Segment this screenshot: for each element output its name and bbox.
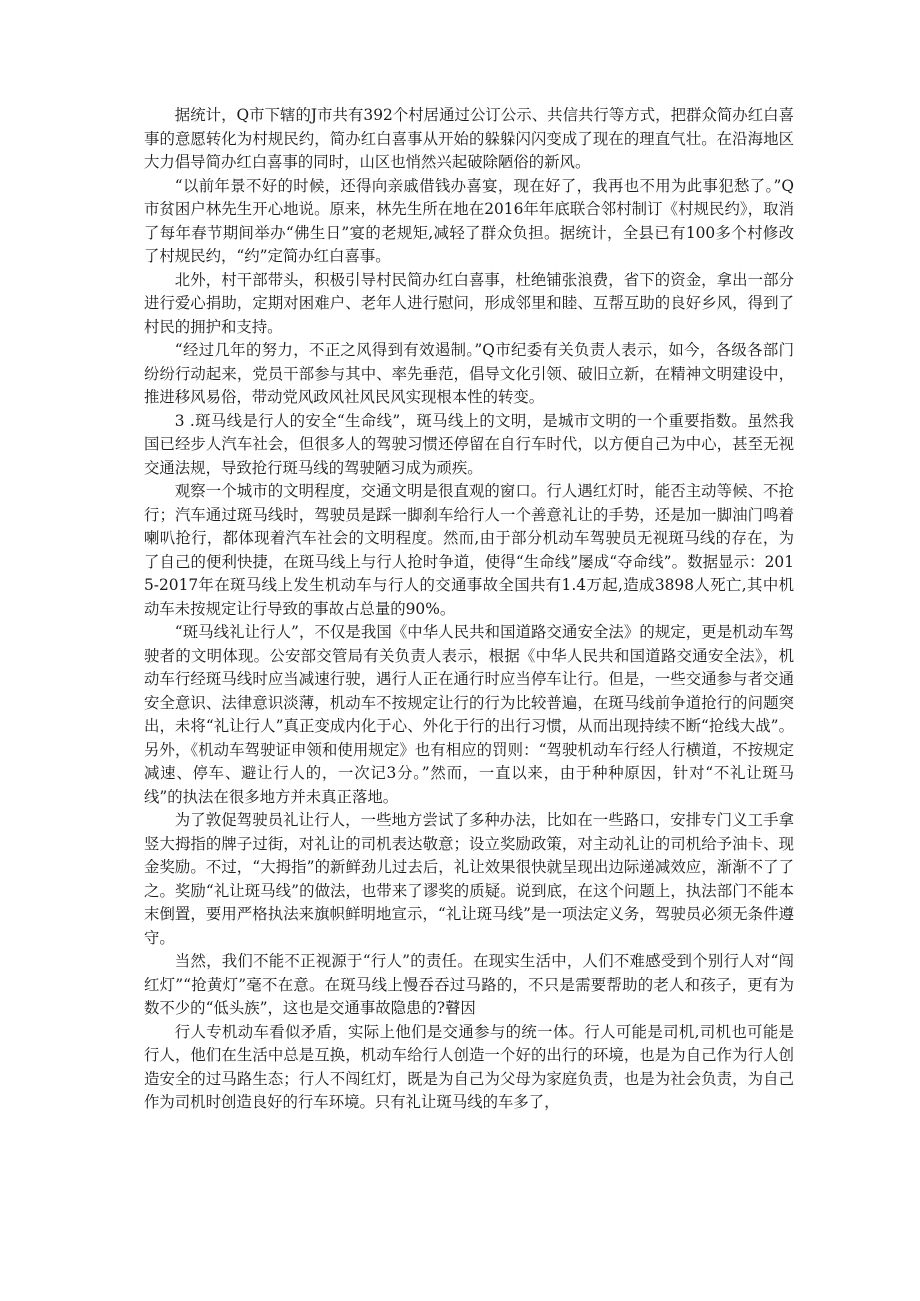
- paragraph-1: 据统计，Q市下辖的J市共有392个村居通过公订公示、共信共行等方式，把群众简办红白喜事的意愿转化为村规民约，简办红白喜事从开始的躲躲闪闪变成了现在的理直气壮。在沿海地区大力倡导简办红白喜事的同时，山区也悄然兴起破除陋俗的新风。: [144, 106, 794, 171]
- paragraph-2: “以前年景不好的时候，还得向亲戚借钱办喜宴，现在好了，我再也不用为此事犯愁了。”Q市贫困户林先生开心地说。原来，林先生所在地在2016年年底联合邻村制订《村规民约》，取消了每年春节期间举办“佛生日”宴的老规矩,减轻了群众负担。据统计，全县已有100多个村修改了村规民约，“约”定简办红白喜事。: [144, 176, 794, 265]
- document-body: [144, 104, 794, 1115]
- paragraph-4: “经过几年的努力，不正之风得到有效遏制。”Q市纪委有关负责人表示，如今，各级各部门纷纷行动起来，党员干部参与其中、率先垂范，倡导文化引领、破旧立新，在精神文明建设中，推进移风易俗，带动党风政风社风民风实现根本性的转变。: [144, 341, 794, 406]
- paragraph-10: 行人专机动车看似矛盾，实际上他们是交通参与的统一体。行人可能是司机,司机也可能是行人，他们在生活中总是互换，机动车给行人创造一个好的出行的环境，也是为自己作为行人创造安全的过马路生态；行人不闯红灯，既是为自己为父母为家庭负责，也是为社会负责，为自己作为司机时创造良好的行车环境。只有礼让斑马线的车多了，: [144, 1022, 794, 1111]
- paragraph-3: 北外，村干部带头，积极引导村民简办红白喜事，杜绝铺张浪费，省下的资金，拿出一部分进行爱心捐助，定期对困难户、老年人进行慰问，形成邻里和睦、互帮互助的良好乡风，得到了村民的拥护和支持。: [144, 270, 794, 336]
- paragraph-6: 观察一个城市的文明程度，交通文明是很直观的窗口。行人遇红灯时，能否主动等候、不抢行；汽车通过斑马线时，驾驶员是踩一脚刹车给行人一个善意礼让的手势，还是加一脚油门鸣着喇叭抢行，都体现着汽车社会的文明程度。然而,由于部分机动车驾驶员无视斑马线的存在，为了自己的便利快捷，在斑马线上与行人抢时争道，使得“生命线”屡成“夺命线”。数据显示：2015-2017年在斑马线上发生机动车与行人的交通事故全国共有1.4万起,造成3898人死亡,其中机动车未按规定让行导致的事故占总量的90%。: [144, 482, 794, 618]
- paragraph-7: “斑马线礼让行人”，不仅是我国《中华人民共和国道路交通安全法》的规定，更是机动车驾驶者的文明体现。公安部交管局有关负责人表示，根据《中华人民共和国道路交通安全法》，机动车行经斑马线时应当减速行驶，遇行人正在通行时应当停车让行。但是，一些交通参与者交通安全意识、法律意识淡薄，机动车不按规定让行的行为比较普遍，在斑马线前争道抢行的问题突出，未将“礼让行人”真正变成内化于心、外化于行的出行习惯，从而出现持续不断“抢线大战”。另外，《机动车驾驶证申领和使用规定》也有相应的罚则：“驾驶机动车行经人行横道，不按规定减速、停车、避让行人的，一次记3分。”然而，一直以来，由于种种原因，针对“不礼让斑马线”的执法在很多地方并未真正落地。: [144, 623, 794, 806]
- paragraph-9: 当然，我们不能不正视源于“行人”的责任。在现实生活中，人们不难感受到个别行人对“闯红灯”“抢黄灯”毫不在意。在斑马线上慢吞吞过马路的，不只是需要帮助的老人和孩子，更有为数不少的“低头族”，这也是交通事故隐患的?瞽因: [144, 952, 794, 1017]
- paragraph-8: 为了敦促驾驶员礼让行人，一些地方尝试了多种办法，比如在一些路口，安排专门义工手拿竖大拇指的牌子过街，对礼让的司机表达敬意；设立奖励政策，对主动礼让的司机给予油卡、现金奖励。不过，“大拇指”的新鲜劲儿过去后，礼让效果很快就呈现出边际递减效应，渐渐不了了之。奖励“礼让斑马线”的做法，也带来了谬奖的质疑。说到底，在这个问题上，执法部门不能本末倒置，要用严格执法来旗帜鲜明地宣示，“礼让斑马线”是一项法定义务，驾驶员必须无条件遵守。: [144, 811, 794, 947]
- paragraph-5: 3 .斑马线是行人的安全“生命线”，斑马线上的文明，是城市文明的一个重要指数。虽然我国已经步人汽车社会，但很多人的驾驶习惯还停留在自行车时代，以方便自己为中心，甚至无视交通法规，导致抢行斑马线的驾驶陋习成为顽疾。: [144, 411, 794, 477]
